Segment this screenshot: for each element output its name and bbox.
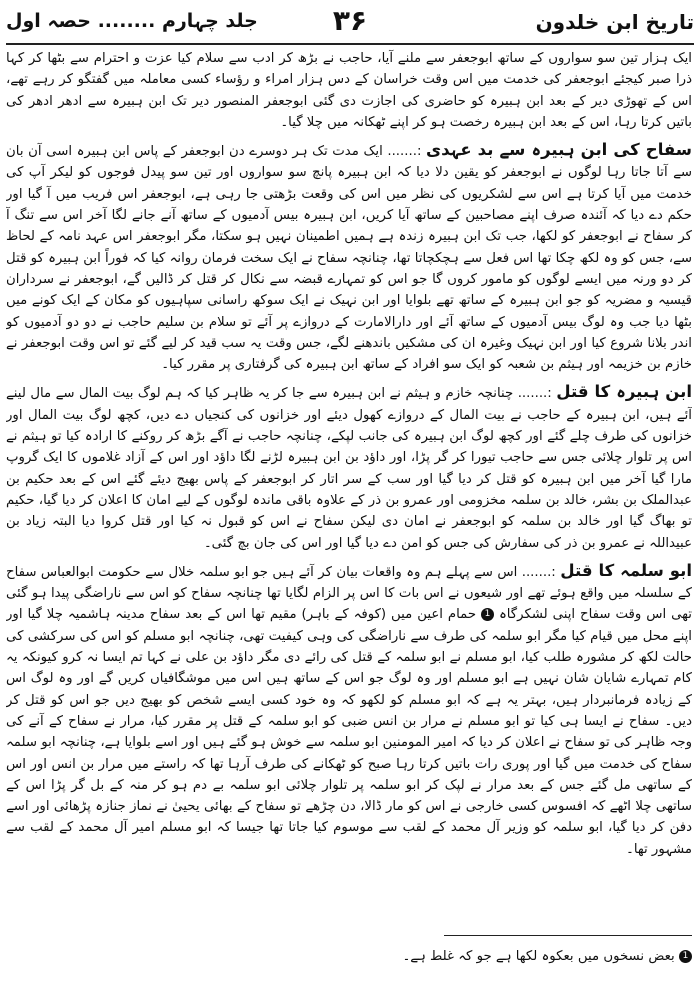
- volume-label: جلد چہارم ........ حصہ اول: [6, 10, 258, 32]
- section-heading: ابن ہبیرہ کا قتل: [556, 382, 692, 402]
- page-header: [6, 2, 694, 42]
- section-ibn-hubayra-killing: [6, 381, 692, 553]
- footnote-number: 1: [679, 950, 692, 963]
- section-heading: ابو سلمہ کا قتل: [560, 560, 692, 580]
- heading-dots: :.......: [517, 564, 556, 580]
- section-heading: سفاح کی ابن ہبیرہ سے بد عہدی: [426, 140, 692, 160]
- section-text: چنانچہ خازم و ہیثم نے ابن ہبیرہ سے جا کر یہ ظاہر کیا کہ ہم لوگ بیت المال سے مال لینے آئے ہیں، ابن ہبیرہ کے حاجب نے بیت المال کے دروازے کھول دیئے اور خزانوں کی کنجیاں دے دیں، کچھ لوگ بیت المال اور خزانوں کی طرف چلے گئے اور کچھ لوگ ابن ہبیرہ کی جانب لپکے، چنانچہ حاجب نے آگے بڑھ کر روکنے کا ارادہ کیا تو ہیثم نے اس پر تلوار چلائی جس سے حاجب تیورا کر گر پڑا، اور داؤد بن ابن ہبیرہ لڑنے لگا داؤد اور اس کے آزاد غلاموں کا ایک گروپ مارا گیا آخر میں ابن ہبیرہ کو قتل کر دیا گیا اور سب کے سر اتار کر ابوجعفر کے پاس بھیج دیئے گئے اس کے بعد حکیم بن عبدالملک بن بشر، خالد بن سلمہ مخزومی اور عمرو بن ذر کے علاوہ باقی ماندہ لوگوں کے لیے امان کا اعلان کر دیا گیا، حکیم تو بھاگ گیا اور خالد بن سلمہ کو ابوجعفر نے امان دی لیکن سفاح نے اس کو قبول نہ کیا اور قتل کروا دیا البتہ زیاد بن عبیداللہ نے عمرو بن ذر کی سفارش کی جس کو امن دے دیا گیا اور اس کی جان بچ گئی۔: [6, 386, 692, 551]
- section-abu-salama-killing: [6, 560, 692, 860]
- page-number: ۳۶: [332, 4, 368, 37]
- footnote-rule: [444, 935, 692, 936]
- section-suffah-betrayal: [6, 139, 692, 375]
- header-rule: [6, 43, 694, 45]
- section-text: ایک مدت تک ہر دوسرے دن ابوجعفر کے پاس ابن ہبیرہ اسی آن بان سے آتا جاتا رہا لوگوں نے ابوجعفر کو یقین دلا دیا کہ ابن ہبیرہ پانچ سو سواروں اور تین سو پیدل فوجوں کو لیکر آپ کی خدمت میں آیا کرتا ہے اس سے لشکریوں کی نظر میں اس کی وقعت بڑھتی جا رہی ہے، ابوجعفر اس فریب میں آ گیا اور حکم دے دیا کہ آئندہ صرف اپنے مصاحبین کے ساتھ آیا کریں، ابن ہبیرہ بیس آدمیوں کے ساتھ آنے جانے لگا آخر اس سے تنگ آ کر سفاح نے ابوجعفر کو لکھا، جب تک ابن ہبیرہ زندہ ہے ہمیں اطمینان نہیں ہو سکتا، مگر ابوجعفر اس عہد نامہ کے لحاظ سے، جس کو وہ لکھ چکا تھا اس فعل سے ہچکچاتا تھا، چنانچہ سفاح نے ایک سخت فرمان روانہ کیا کہ فوراً ابن ہبیرہ کو قتل کر دو ورنہ میں ایسے لوگوں کو مامور کروں گا جو اس کو تمہارے قبضہ سے نکال کر قتل کر ڈالیں گے، ابوجعفر نے سرداران قیسیہ و مضریہ کو جو ابن ہبیرہ کے ساتھ تھے بلوایا اور ابن نہیک نے ایک سوکھ راسانی سپاہیوں کو مکان کے ایک کونے میں بٹھا دیا جب وہ لوگ بیس آدمیوں کے ساتھ آئے اور دارالامارت کے دروازے پر آئے تو سلام بن سلیم حاجب نے دو دو آدمیوں کو اندر بلانا شروع کیا اور ابن نہیک وغیرہ ان کی مشکیں باندھنے لگے، جس وقت یہ سب قید کر لیے گئے تو اس وقت ابوجعفر نے خازم بن خزیمہ اور ہیثم بن شعبہ کو ایک سو افراد کے ساتھ ابن ہبیرہ کی گرفتاری پر مقرر کیا۔: [6, 144, 692, 373]
- book-title: تاریخ ابن خلدون: [535, 10, 694, 34]
- footnote-marker[interactable]: 1: [481, 608, 494, 621]
- heading-dots: :.......: [382, 144, 422, 160]
- footnote-text: بعض نسخوں میں بعکوہ لکھا ہے جو کہ غلط ہے۔: [402, 949, 675, 964]
- heading-dots: :.......: [513, 386, 552, 402]
- section-text: اس سے پہلے ہم وہ واقعات بیان کر آئے ہیں جو ابو سلمہ خلال سے حکومت ابوالعباس سفاح کے سلسلہ میں واقع ہوئے تھے اور شیعوں نے اس بات کا اس پر الزام لگایا تھا چنانچہ سفاح کو اس سے ناراضگی پیدا ہو گئی تھی اس وقت سفاح اپنی لشکرگاہ: [6, 564, 692, 623]
- intro-paragraph: ایک ہزار تین سو سواروں کے ساتھ ابوجعفر سے ملنے آیا، حاجب نے بڑھ کر ادب سے سلام کیا عزت و احترام سے بٹھا کر کہا ذرا صبر کیجئے ابوجعفر کی خدمت میں اس وقت خراسان کے دس ہزار امراء و رؤساء کسی معاملہ میں گفتگو کر رہے تھے، اس کے تھوڑی دیر کے بعد ابن ہبیرہ کو حاضری کی اجازت دی گئی ابوجعفر المنصور دیر تک ابن ہبیرہ سے ادھر ادھر کی باتیں کرتا رہا، اس کے بعد ابن ہبیرہ رخصت ہو کر اپنے ٹھکانہ میں چلا گیا۔: [6, 51, 692, 130]
- footnote: [8, 947, 692, 967]
- section-text-continued: حمام اعین میں (کوفہ کے باہر) مقیم تھا اس کے بعد سفاح مدینہ ہاشمیہ چلا گیا اور اپنے محل میں قیام کیا مگر ابو سلمہ کی طرف سے ناراضگی کی وہی کیفیت تھی، چنانچہ ابو مسلم کو اس کی سرکشی کی حالت لکھ کر مشورہ طلب کیا، ابو مسلم نے ابو سلمہ کے قتل کی رائے دی مگر داؤد بن علی نے کہا تم ایسا نہ کرو کیونکہ یہ کام تمہارے شایان شان نہیں ہے ابو مسلم اور وہ لوگ جو اس کے ساتھ ہیں اس میں موشگافیاں کریں گے اور وہ لوگ اس کے زیادہ فرمانبردار ہیں، بہتر یہ ہے کہ ابو مسلم کو لکھو کہ وہ خود کسی ایسے شخص کو بھیج دیں جو اس کو قتل کر دیں۔ سفاح نے ایسا ہی کیا تو ابو مسلم نے مرار بن انس ضبی کو ابو سلمہ کے قتل پر مقرر کیا، مرار نے سفاح کے آنے کی وجہ ظاہر کی تو سفاح نے اعلان کر دیا کہ امیر المومنین ابو سلمہ سے خوش ہو گئے ہیں اور اسے بلوایا ہے، چنانچہ ابو سلمہ سفاح کی خدمت میں گیا اور پوری رات باتیں کرتا رہا صبح کو ٹھکانے کی طرف آرہا تھا کہ راستے میں مرار بن انس اور اس کے ساتھی مل گئے جس کے بعد مرار نے لپک کر ابو سلمہ پر تلوار چلائی ابو سلمہ بے دم ہو کر منہ کے بل گر پڑا اس کے ساتھی چلا اٹھے کہ افسوس کسی خارجی نے اس کو مار ڈالا، دن چڑھے تو سفاح کے بھائی یحییٰ نے نماز جنازہ پڑھائی اور اسے دفن کر دیا گیا، ابو سلمہ کو وزیر آل محمد کے لقب سے موسوم کیا جاتا تھا جیسا کہ ابو مسلم امیر آل محمد کے لقب سے مشہور تھا۔: [6, 607, 692, 857]
- page-body: [6, 48, 692, 918]
